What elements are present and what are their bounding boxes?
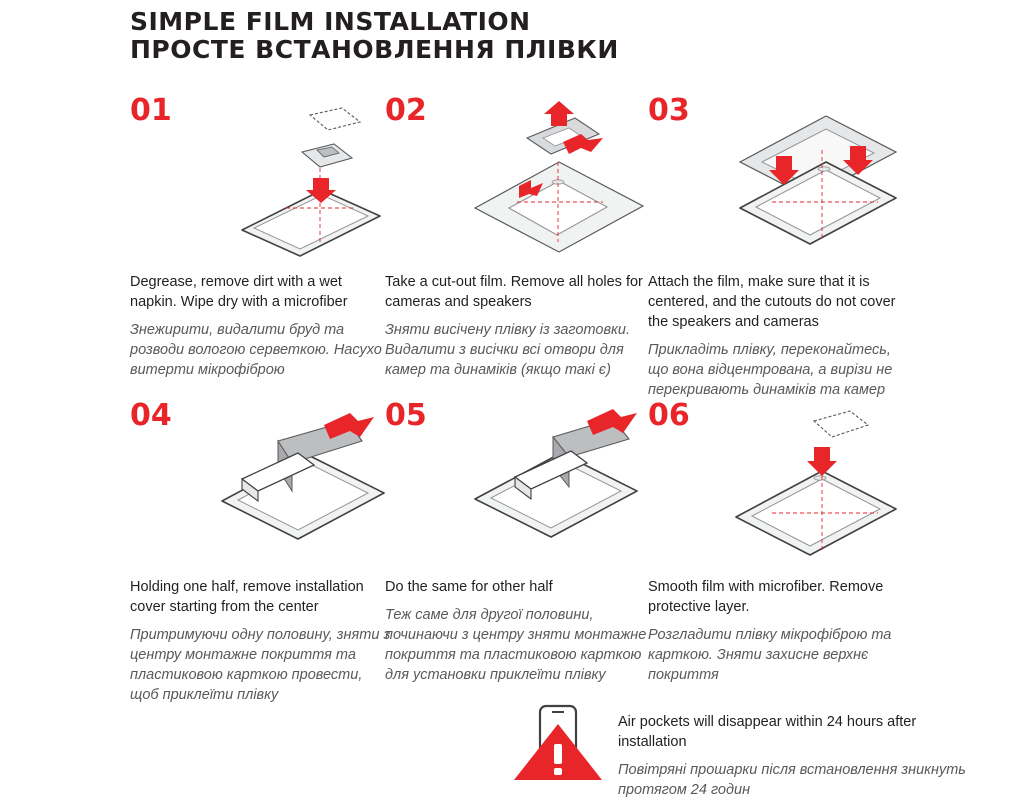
page-title-en: SIMPLE FILM INSTALLATION (130, 7, 531, 36)
footer-warning (510, 700, 970, 798)
step-texts-05 (385, 573, 647, 685)
step-text-uk: Зняти висічену плівку із заготовки. Видалити з висічки всі отвори для камер та динаміків (якщо такі є) (385, 322, 630, 378)
warning-phone-exclamation-icon (510, 704, 606, 784)
step-text-uk: Притримуючи одну половину, зняти з центру монтажне покриття та пластиковою карткою провести, щоб приклеїти плівку (130, 627, 391, 703)
phone-icon (242, 190, 380, 256)
step-illustration-03 (710, 90, 910, 255)
step-illustration-06 (710, 395, 910, 560)
step-text-uk: Теж саме для другої половини, починаючи з центру зняти монтажне покриття та пластиковою карткою для установки приклеїти плівку (385, 607, 647, 683)
footer-texts (618, 712, 968, 800)
napkin-icon (310, 108, 360, 130)
step-illustration-05 (457, 395, 657, 560)
step-number: 03 (648, 93, 690, 128)
step-texts-02 (385, 268, 647, 380)
footer-text-en: Air pockets will disappear within 24 hours after installation (618, 714, 917, 750)
step-number: 04 (130, 398, 172, 433)
step-text-en: Attach the film, make sure that it is centered, and the cutouts do not cover the speakers and cameras (648, 274, 896, 330)
step-texts-03 (648, 268, 898, 400)
step-illustration-04 (202, 395, 402, 560)
step-text-en: Smooth film with microfiber. Remove protective layer. (648, 579, 884, 615)
step-text-en: Holding one half, remove installation cover starting from the center (130, 579, 364, 615)
step-text-en: Degrease, remove dirt with a wet napkin. Wipe dry with a microfiber (130, 274, 348, 310)
film-backing-sheet-icon (475, 162, 643, 252)
step-number: 06 (648, 398, 690, 433)
step-texts-04 (130, 573, 392, 705)
step-number: 01 (130, 93, 172, 128)
page-title-uk: ПРОСТЕ ВСТАНОВЛЕННЯ ПЛІВКИ (130, 35, 619, 64)
step-text-en: Take a cut-out film. Remove all holes for cameras and speakers (385, 274, 643, 310)
arrow-down-icon (807, 447, 837, 476)
step-text-uk: Прикладіть плівку, переконайтесь, що вона відцентрована, а вирізи не перекривають динаміків та камер (648, 342, 893, 398)
page-header (130, 8, 619, 64)
step-number: 05 (385, 398, 427, 433)
step-texts-06 (648, 573, 898, 685)
step-illustration-02 (457, 90, 657, 255)
step-text-en: Do the same for other half (385, 579, 553, 595)
footer-text-uk: Повітряні прошарки після встановлення зникнуть протягом 24 годин (618, 762, 966, 798)
step-number: 02 (385, 93, 427, 128)
microfiber-cloth-icon (814, 411, 868, 437)
step-text-uk: Розгладити плівку мікрофіброю та карткою. Зняти захисне верхнє покриття (648, 627, 892, 683)
cloth-icon (302, 144, 352, 167)
step-text-uk: Знежирити, видалити бруд та розводи вологою серветкою. Насухо витерти мікрофіброю (130, 322, 382, 378)
step-texts-01 (130, 268, 392, 380)
step-illustration-01 (202, 90, 402, 255)
